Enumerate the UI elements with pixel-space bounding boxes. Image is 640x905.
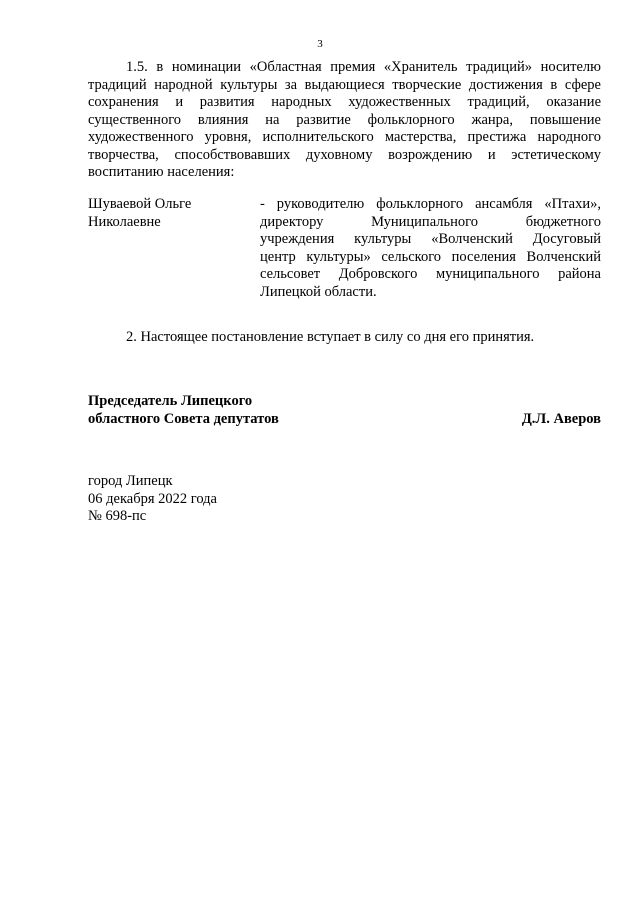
description-line: - руководителю фольклорного ансамбля «Птахи», xyxy=(260,196,601,212)
description-line: Липецкой области. xyxy=(260,283,377,300)
description-line: учреждения культуры «Волченский Досуговый xyxy=(260,231,601,247)
awardee-description xyxy=(260,196,601,301)
description-line: директору Муниципального бюджетного xyxy=(260,213,601,230)
description-line: центр культуры» сельского поселения Волченский xyxy=(260,248,601,265)
footer-date: 06 декабря 2022 года xyxy=(88,490,217,507)
awardee-name xyxy=(88,196,238,231)
page-number: 3 xyxy=(317,38,323,50)
item-2-paragraph: 2. Настоящее постановление вступает в силу со дня его принятия. xyxy=(126,329,535,345)
signature-block xyxy=(88,393,601,428)
paragraph-line: воспитанию населения: xyxy=(88,164,235,180)
signatory-name: Д.Л. Аверов xyxy=(521,410,601,427)
footer-city: город Липецк xyxy=(88,473,173,489)
paragraph-line: художественного уровня, исполнительского мастерства, престижа народного xyxy=(88,129,601,145)
awardee-name-line: Николаевне xyxy=(88,213,161,230)
footer-number: № 698-пс xyxy=(88,508,147,524)
paragraph-line: традиций народной культуры за выдающиеся творческие достижения в сфере xyxy=(88,76,601,93)
paragraph-line: существенного влияния на развитие фольклорного жанра, повышение xyxy=(88,111,601,128)
paragraph-line: 1.5. в номинации «Областная премия «Хранитель традиций» носителю xyxy=(126,59,601,75)
item-1-5-paragraph xyxy=(88,59,601,182)
paragraph-line: сохранения и развития народных художественных традиций, оказание xyxy=(88,94,601,110)
signature-title-line: областного Совета депутатов xyxy=(88,410,279,427)
description-line: сельсовет Добровского муниципального района xyxy=(260,266,601,282)
paragraph-line: творчества, способствовавших духовному возрождению и эстетическому xyxy=(88,146,601,163)
awardee-name-line: Шуваевой Ольге xyxy=(88,196,192,212)
document-footer xyxy=(88,473,217,526)
signature-title-line: Председатель Липецкого xyxy=(88,393,253,409)
